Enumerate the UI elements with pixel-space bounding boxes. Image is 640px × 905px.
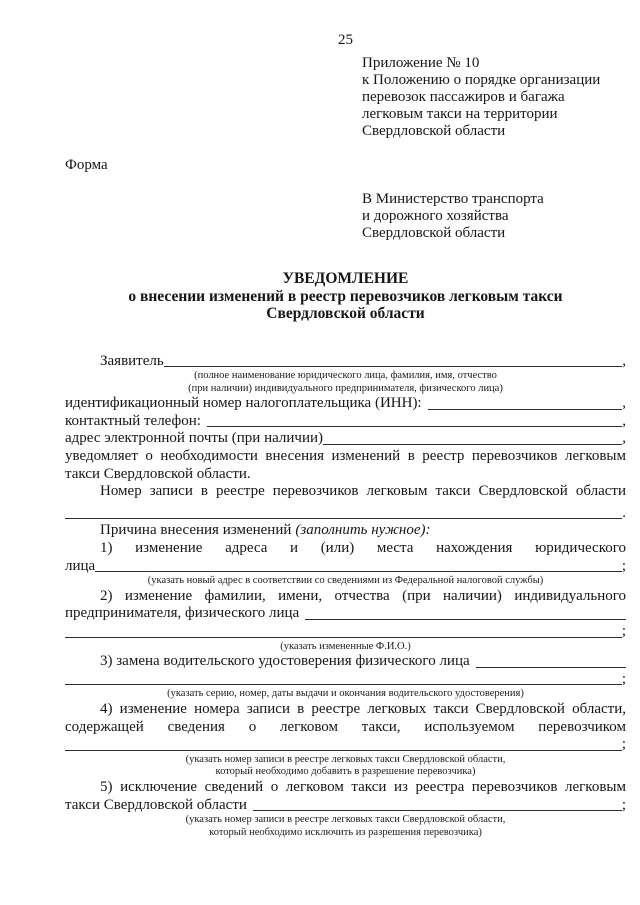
item5-blank-line <box>253 810 622 811</box>
form-label: Форма <box>65 157 108 173</box>
item4-blank-line <box>65 750 622 751</box>
title-line-1: УВЕДОМЛЕНИЕ <box>282 270 409 287</box>
applicant-name-blank-line <box>164 366 623 367</box>
punctuation: , <box>622 412 626 429</box>
record-number-blank-line <box>65 518 622 519</box>
appendix-line-5: Свердловской области <box>362 123 506 139</box>
item4-line-1: 4) изменение номера записи в реестре легковых такси Свердловской области, <box>100 700 626 717</box>
applicant-row <box>65 353 626 371</box>
record-number-line: Номер записи в реестре перевозчиков легковым такси Свердловской области <box>100 483 626 500</box>
item1-label: лица <box>65 557 96 574</box>
item2-hint-line: (указать измененные Ф.И.О.) <box>280 640 411 652</box>
applicant-label: Заявитель <box>100 352 164 369</box>
applicant-hint-line-2: (при наличии) индивидуального предпринимателя, физического лица) <box>188 382 503 394</box>
applicant-hint-line-1: (полное наименование юридического лица, фамилия, имя, отчество <box>194 370 497 382</box>
item3-blank-row <box>65 671 626 689</box>
inn-blank-line <box>428 409 623 410</box>
item5-label: такси Свердловской области <box>65 796 247 813</box>
punctuation: , <box>622 430 626 447</box>
item3-label: 3) замена водительского удостоверения физического лица <box>100 653 470 670</box>
item3-hint-line: (указать серию, номер, даты выдачи и окончания водительского удостоверения) <box>167 688 524 700</box>
notify-line-1: уведомляет о необходимости внесения изменений в реестр перевозчиков легковым <box>65 448 626 465</box>
email-row <box>65 430 626 448</box>
reason-heading-label: Причина внесения изменений <box>100 522 292 539</box>
inn-label: идентификационный номер налогоплательщика (ИНН): <box>65 395 422 412</box>
phone-label: контактный телефон: <box>65 412 201 429</box>
item5-hint-line-2: который необходимо исключить из разрешения перевозчика) <box>209 826 482 838</box>
item2-blank-line-2 <box>65 637 622 638</box>
punctuation: , <box>622 352 626 369</box>
punctuation: ; <box>621 796 626 813</box>
item3-line-1 <box>65 653 626 671</box>
notify-line-2: такси Свердловской области. <box>65 465 251 482</box>
item2-line-2 <box>65 605 626 623</box>
appendix-line-4: легковым такси на территории <box>362 106 558 122</box>
item3-blank-line <box>476 667 626 668</box>
item5-blank-row <box>65 797 626 815</box>
addressee-block <box>362 191 626 242</box>
item1-line-1: 1) изменение адреса и (или) места нахождения юридического <box>100 540 626 557</box>
appendix-reference-block <box>362 55 626 140</box>
page-number: 25 <box>338 32 353 48</box>
reason-heading-note: (заполнить нужное): <box>295 522 431 539</box>
phone-row <box>65 413 626 431</box>
title-line-3: Свердловской области <box>266 305 425 322</box>
addressee-line-1: В Министерство транспорта <box>362 191 544 207</box>
addressee-line-2: и дорожного хозяйства <box>362 208 509 224</box>
punctuation: . <box>622 504 626 521</box>
inn-row <box>65 395 626 413</box>
punctuation: ; <box>621 557 626 574</box>
item1-hint-line: (указать новый адрес в соответствии со сведениями из Федеральной налоговой службы) <box>147 575 544 587</box>
document-title <box>65 270 626 323</box>
item2-label: предпринимателя, физического лица <box>65 605 300 622</box>
appendix-line-3: перевозок пассажиров и багажа <box>362 89 565 105</box>
title-line-2: о внесении изменений в реестр перевозчиков легковым такси <box>128 287 563 305</box>
email-label: адрес электронной почты (при наличии) <box>65 430 323 447</box>
item3-blank-line-2 <box>65 684 622 685</box>
item4-line-2: содержащей сведения о легковом такси, используемом перевозчиком <box>65 718 626 735</box>
form-body <box>65 353 626 840</box>
item2-blank-row <box>65 623 626 641</box>
record-number-blank-row <box>65 505 626 523</box>
item4-hint-line-2: который необходимо добавить в разрешение перевозчика) <box>215 766 476 778</box>
item4-blank-row <box>65 736 626 754</box>
punctuation: , <box>622 395 626 412</box>
phone-blank-line <box>207 426 622 427</box>
email-blank-line <box>323 444 622 445</box>
item1-blank-row <box>65 558 626 576</box>
appendix-line-1: Приложение № 10 <box>362 55 480 71</box>
punctuation: ; <box>621 623 626 639</box>
addressee-line-3: Свердловской области <box>362 225 506 241</box>
item4-hint-line-1: (указать номер записи в реестре легковых такси Свердловской области, <box>185 753 506 765</box>
reason-heading-row <box>65 522 626 540</box>
punctuation: ; <box>621 736 626 753</box>
punctuation: ; <box>621 670 626 687</box>
item1-blank-line <box>95 571 622 572</box>
item5-hint-line-1: (указать номер записи в реестре легковых такси Свердловской области, <box>185 814 506 826</box>
item2-line-1: 2) изменение фамилии, имени, отчества (при наличии) индивидуального <box>100 587 626 604</box>
item2-blank-line <box>305 619 626 620</box>
appendix-line-2: к Положению о порядке организации <box>362 72 601 88</box>
item5-line-1: 5) исключение сведений о легковом такси из реестра перевозчиков легковым <box>100 778 626 795</box>
